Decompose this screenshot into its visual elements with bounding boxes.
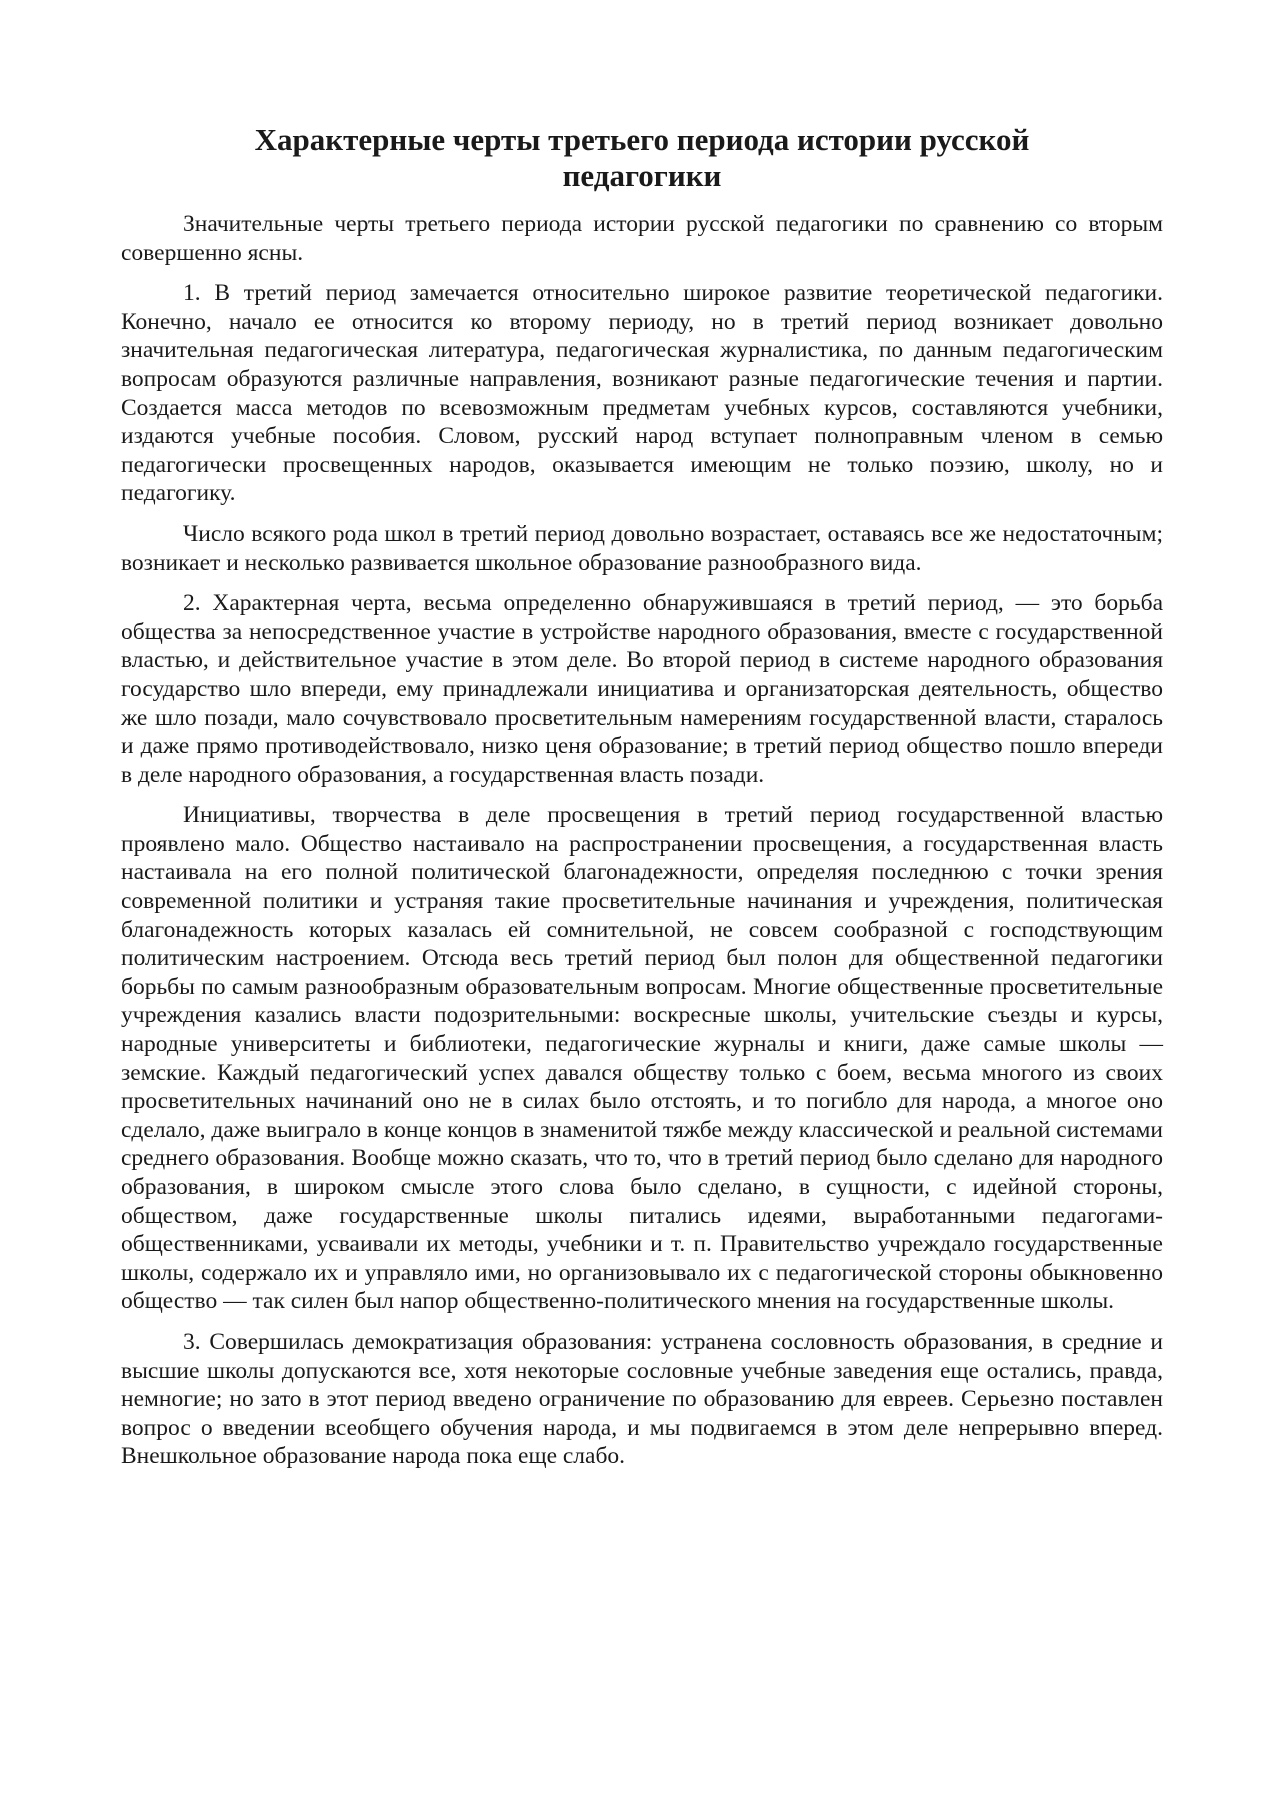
paragraph-schools-growth: Число всякого рода школ в третий период довольно возрастает, оставаясь все же недостаточным; возникает и несколько развивается школьное образование разнообразного вида.	[121, 520, 1163, 576]
document-title: Характерные черты третьего периода истории русской педагогики	[254, 122, 1030, 193]
paragraph-point-1: 1. В третий период замечается относительно широкое развитие теоретической педагогики. Конечно, начало ее относится ко второму периоду, но в третий период возникает довольно значительная педагогическая литература, педагогическая журналистика, по данным педагогическим вопросам образуются различные направления, возникают разные педагогические течения и партии. Создается масса методов по всевозможным предметам учебных курсов, составляются учебники, издаются учебные пособия. Словом, русский народ вступает полноправным членом в семью педагогически просвещенных народов, оказывается имеющим не только поэзию, школу, но и педагогику.	[121, 280, 1163, 507]
paragraph-intro: Значительные черты третьего периода истории русской педагогики по сравнению со вторым совершенно ясны.	[121, 211, 1163, 266]
document-page	[121, 122, 1163, 1483]
paragraph-point-2: 2. Характерная черта, весьма определенно обнаружившаяся в третий период, — это борьба общества за непосредственное участие в устройстве народного образования, вместе с государственной властью, и действительное участие в этом деле. Во второй период в системе народного образования государство шло впереди, ему принадлежали инициатива и организаторская деятельность, общество же шло позади, мало сочувствовало просветительным намерениям государственной власти, старалось и даже прямо противодействовало, низко ценя образование; в третий период общество пошло впереди в деле народного образования, а государственная власть позади.	[121, 590, 1163, 788]
paragraph-initiatives: Инициативы, творчества в деле просвещения в третий период государственной властью проявлено мало. Общество настаивало на распространении просвещения, а государственная власть настаивала на его полной политической благонадежности, определяя последнюю с точки зрения современной политики и устраняя такие просветительные начинания и учреждения, политическая благонадежность которых казалась ей сомнительной, не совсем сообразной с господствующим политическим настроением. Отсюда весь третий период был полон для общественной педагогики борьбы по самым разнообразным образовательным вопросам. Многие общественные просветительные учреждения казались власти подозрительными: воскресные школы, учительские съезды и курсы, народные университеты и библиотеки, педагогические журналы и книги, даже самые школы — земские. Каждый педагогический успех давался обществу только с боем, весьма многого из своих просветительных начинаний оно не в силах было отстоять, и то погибло для народа, а многое оно сделало, даже выиграло в конце концов в знаменитой тяжбе между классической и реальной системами среднего образования. Вообще можно сказать, что то, что в третий период было сделано для народного образования, в широком смысле этого слова было сделано, в сущности, с идейной стороны, обществом, даже государственные школы питались идеями, выработанными педагогами-общественниками, усваивали их методы, учебники и т. п. Правительство учреждало государственные школы, содержало их и управляло ими, но организовывало их с педагогической стороны обыкновенно общество — так силен был напор общественно-политического мнения на государственные школы.	[121, 802, 1163, 1315]
paragraph-point-3: 3. Совершилась демократизация образования: устранена сословность образования, в средние и высшие школы допускаются все, хотя некоторые сословные учебные заведения еще остались, правда, немногие; но зато в этот период введено ограничение по образованию для евреев. Серьезно поставлен вопрос о введении всеобщего обучения народа, и мы подвигаемся в этом деле непрерывно вперед. Внешкольное образование народа пока еще слабо.	[121, 1328, 1163, 1470]
